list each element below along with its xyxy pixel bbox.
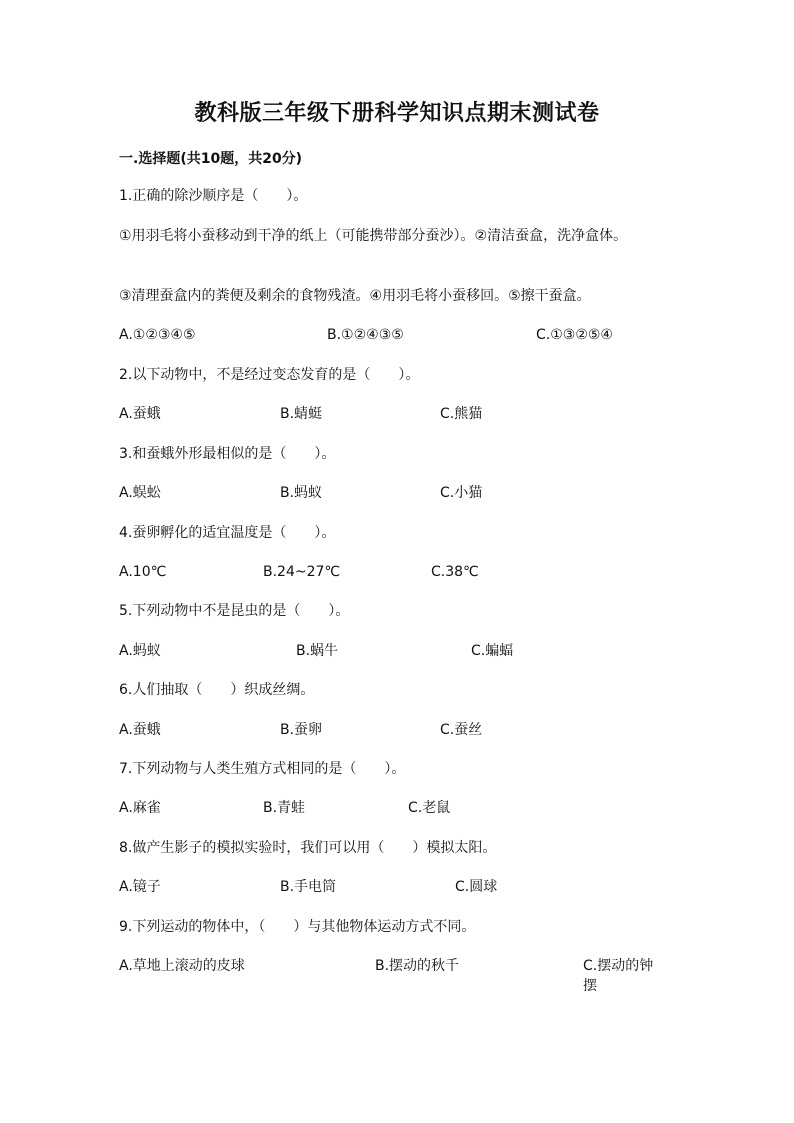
question-2-stem: 2.以下动物中，不是经过变态发育的是（ ）。 xyxy=(119,367,420,383)
question-6-option-b: B.蚕卵 xyxy=(280,722,323,738)
question-5-stem: 5.下列动物中不是昆虫的是（ ）。 xyxy=(119,603,350,619)
question-1-option-c: C.①③②⑤④ xyxy=(536,327,613,343)
question-4-option-c: C.38℃ xyxy=(431,564,479,580)
question-9-stem: 9.下列运动的物体中，（ ）与其他物体运动方式不同。 xyxy=(119,919,476,935)
question-8-option-a: A.镜子 xyxy=(119,879,161,895)
section-heading: 一.选择题(共10题，共20分) xyxy=(119,151,303,167)
question-1-option-a: A.①②③④⑤ xyxy=(119,327,196,343)
question-5-option-c: C.蝙蝠 xyxy=(471,643,514,659)
question-1-extra-2: ③清理蚕盒内的粪便及剩余的食物残渣。④用羽毛将小蚕移回。⑤擦干蚕盒。 xyxy=(119,288,591,304)
question-1-extra-1: ①用羽毛将小蚕移动到干净的纸上（可能携带部分蚕沙）。②清洁蚕盒，洗净盒体。 xyxy=(119,228,628,244)
question-3-option-c: C.小猫 xyxy=(440,485,483,501)
question-9-option-a: A.草地上滚动的皮球 xyxy=(119,958,245,974)
question-6-option-a: A.蚕蛾 xyxy=(119,722,161,738)
question-3-stem: 3.和蚕蛾外形最相似的是（ ）。 xyxy=(119,446,336,462)
question-3-option-b: B.蚂蚁 xyxy=(280,485,323,501)
question-4-stem: 4.蚕卵孵化的适宜温度是（ ）。 xyxy=(119,525,336,541)
question-2-option-b: B.蜻蜓 xyxy=(280,406,323,422)
question-9-option-b: B.摆动的秋千 xyxy=(375,958,460,974)
question-4-option-a: A.10℃ xyxy=(119,564,167,580)
question-8-stem: 8.做产生影子的模拟实验时，我们可以用（ ）模拟太阳。 xyxy=(119,840,497,856)
question-4-option-b: B.24~27℃ xyxy=(263,564,341,580)
question-5-option-a: A.蚂蚁 xyxy=(119,643,161,659)
question-6-stem: 6.人们抽取（ ）织成丝绸。 xyxy=(119,682,315,698)
question-7-option-a: A.麻雀 xyxy=(119,800,161,816)
question-7-option-c: C.老鼠 xyxy=(408,800,451,816)
question-2-option-c: C.熊猫 xyxy=(440,406,483,422)
question-8-option-b: B.手电筒 xyxy=(280,879,337,895)
question-1-option-b: B.①②④③⑤ xyxy=(327,327,404,343)
question-1-stem: 1.正确的除沙顺序是（ ）。 xyxy=(119,188,308,204)
question-3-option-a: A.蜈蚣 xyxy=(119,485,161,501)
question-7-stem: 7.下列动物与人类生殖方式相同的是（ ）。 xyxy=(119,761,406,777)
question-8-option-c: C.圆球 xyxy=(455,879,498,895)
question-2-option-a: A.蚕蛾 xyxy=(119,406,161,422)
question-7-option-b: B.青蛙 xyxy=(263,800,306,816)
page-title: 教科版三年级下册科学知识点期末测试卷 xyxy=(194,100,600,126)
question-5-option-b: B.蜗牛 xyxy=(296,643,339,659)
question-9-option-c: C.摆动的钟摆 xyxy=(583,958,654,994)
question-6-option-c: C.蚕丝 xyxy=(440,722,483,738)
